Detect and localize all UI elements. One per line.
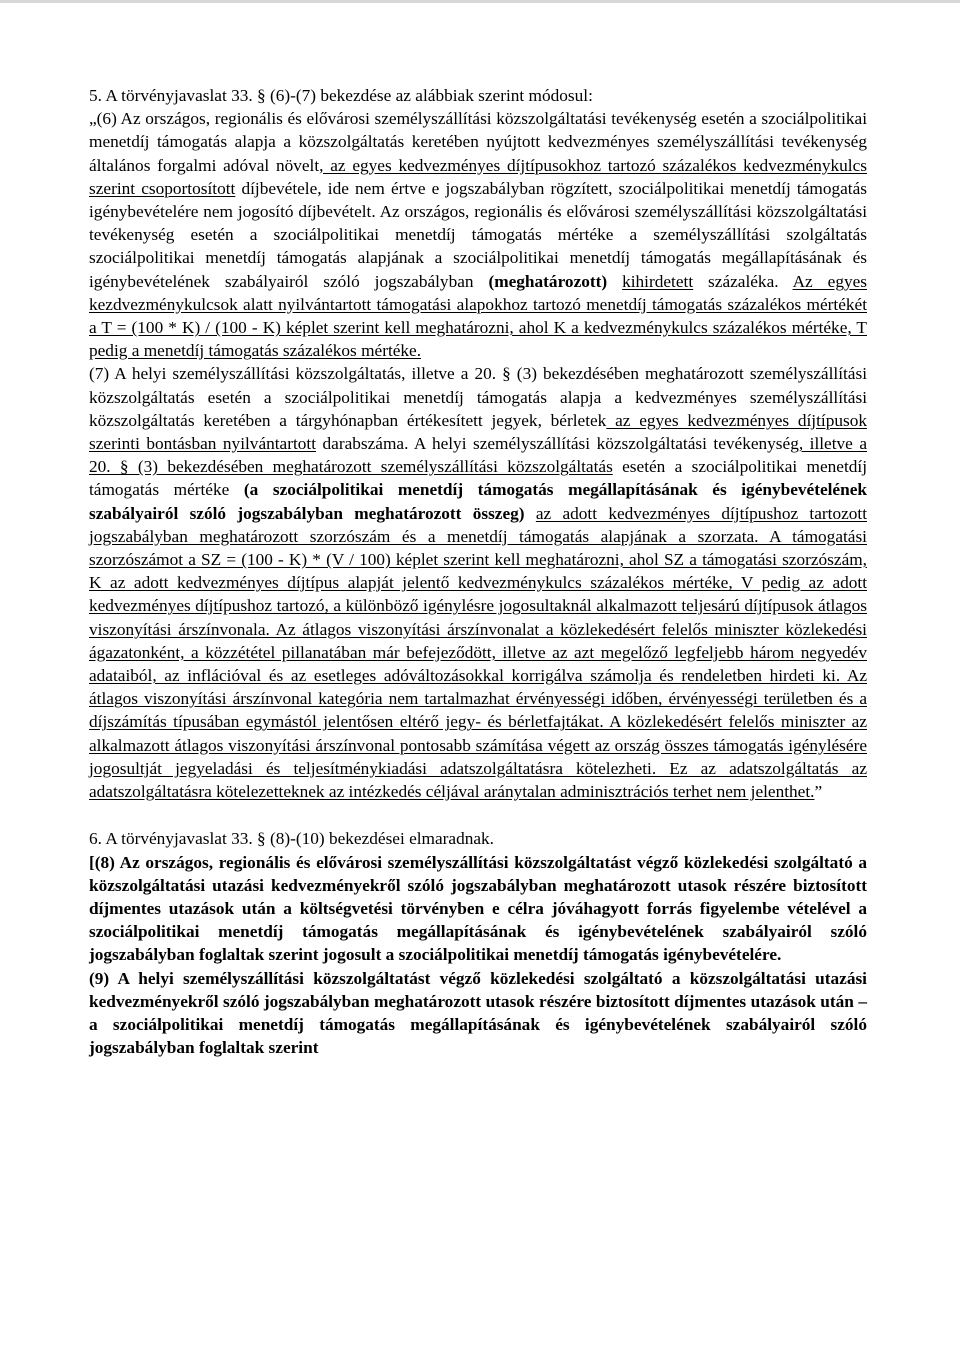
p7-inserted-text-1: az egyes kedvezményes díjtípusok szerinti bontásban nyilvántartott [89, 410, 868, 454]
p7-text-1: (7) A helyi személyszállítási közszolgáltatás, illetve a 20. § (3) bekezdésében meghatározott személyszállítási közszolgáltatás esetén a szociálpolitikai menetdíj támogatás alapja a kedvezményes személyszállítási közszolgáltatás keretében a tárgyhónapban értékesített jegyek, bérletek [89, 364, 867, 430]
p7-inserted-text-2: , illetve a 20. § (3) bekezdésében meghatározott személyszállítási közszolgáltatás [89, 434, 867, 477]
p6-inserted-text-2: kihirdetett [622, 271, 694, 291]
p6-text-3 [607, 272, 622, 291]
p7-text-3: esetén a szociálpolitikai menetdíj támogatás mértéke [89, 457, 867, 500]
paragraph-9 [89, 967, 867, 1060]
p7-inserted-text-3: az adott kedvezményes díjtípushoz tartozott jogszabályban meghatározott szorzószám és a menetdíj támogatás alapjának a szorzata. A támogatási szorzószámot a SZ = (100 - K) * (V / 100) képlet szerint kell meghatározni, ahol SZ a támogatási szorzószám, K az adott kedvezményes díjtípus alapját jelentő kedvezménykulcs százalékos mértéke, V pedig az adott kedvezményes díjtípushoz tartozó, a különböző igénylésre jogosultaknál alkalmazott teljesárú díjtípusok átlagos viszonyítási árszínvonala. Az átlagos viszonyítási árszínvonalat a közlekedésért felelős miniszter közlekedési ágazatonként, a közzététel pillanatában már befejeződött, illetve az azt megelőző legfeljebb három negyedév adataiból, az inflációval és az esetleges adóváltozásokkal korrigálva számolja és rendeletben hirdeti ki. Az átlagos viszonyítási árszínvonal kategória nem tartalmazhat érvényességi időben, érvényességi területben és a díjszámítás típusában egymástól jelentősen eltérő jegy- és bérletfajtákat. A közlekedésért felelős miniszter az alkalmazott átlagos viszonyítási árszínvonal pontosabb számítása végett az ország összes támogatás igénylésére jogosultját jegyeladási és teljesítménykiadási adatszolgáltatásra kötelezheti. Ez az adatszolgáltatás az adatszolgáltatásra kötelezetteknek az intézkedés céljával aránytalan adminisztrációs terhet nem jelenthet. [89, 503, 867, 802]
scan-top-edge [0, 0, 960, 3]
p6-text-1: „(6) Az országos, regionális és elővárosi személyszállítási közszolgáltatási tevékenység esetén a szociálpolitikai menetdíj támogatás alapja a közszolgáltatás keretében nyújtott kedvezményes személyszállítási tevékenység általános forgalmi adóval növelt [89, 109, 867, 175]
p8-deleted-text: [(8) Az országos, regionális és elővárosi személyszállítási közszolgáltatást végző közlekedési szolgáltató a közszolgáltatási utazási kedvezményekről szóló jogszabályban meghatározott utasok részére biztosított díjmentes utazások után a költségvetési törvényben e célra jóváhagyott forrás figyelembe vételével a szociálpolitikai menetdíj támogatás megállapításának és igénybevételének szabályairól szóló jogszabályban foglaltak szerint jogosult a szociálpolitikai menetdíj támogatás igénybevételére. [89, 852, 867, 965]
paragraph-8 [89, 851, 867, 967]
p6-inserted-text-3: Az egyes kezdvezménykulcsok alatt nyilvántartott támogatási alapokhoz tartozó menetdíj támogatás százalékos mértékét a T = (100 * K) / (100 - K) képlet szerint kell meghatározni, ahol K a kedvezménykulcs százalékos mértéke, T pedig a menetdíj támogatás százalékos mértéke. [89, 271, 867, 361]
section-5-heading: 5. A törvényjavaslat 33. § (6)-(7) bekezdése az alábbiak szerint módosul: [89, 86, 593, 105]
p6-text-2: díjbevétele, ide nem értve e jogszabályban rögzített, szociálpolitikai menetdíj támogatás igénybevételére nem jogosító díjbevételt. Az országos, regionális és elővárosi személyszállítási közszolgáltatási tevékenység esetén a szociálpolitikai menetdíj támogatás mértéke a személyszállítási szolgáltatás szociálpolitikai menetdíj támogatás alapjának a szociálpolitikai menetdíj támogatás megállapításának és igénybevételének szabályairól szóló jogszabályban [89, 178, 867, 291]
p7-text-2: darabszáma. A helyi személyszállítási közszolgáltatási tevékenység [316, 434, 799, 454]
p7-deleted-text-1: (a szociálpolitikai menetdíj támogatás megállapításának és igénybevételének szabályairól szóló jogszabályban meghatározott összeg) [89, 480, 867, 523]
p7-closing-quote: ” [814, 782, 823, 802]
section-gap [89, 803, 867, 827]
p6-deleted-text-1: (meghatározott) [488, 271, 608, 291]
p9-deleted-text: (9) A helyi személyszállítási közszolgáltatást végző közlekedési szolgáltató a közszolgáltatási utazási kedvezményekről szóló jogszabályban meghatározott utasok részére biztosított díjmentes utazások után – a szociálpolitikai menetdíj támogatás megállapításának és igénybevételének szabályairól szóló jogszabályban foglaltak szerint [89, 968, 867, 1058]
paragraph-7 [89, 362, 867, 803]
p6-text-4: százaléka. [693, 271, 793, 291]
p6-inserted-text-1: , az egyes kedvezményes díjtípusokhoz tartozó százalékos kedvezménykulcs szerint csoportosított [89, 155, 867, 198]
p7-text-4 [525, 504, 536, 523]
document-page [89, 84, 867, 1059]
section-6-heading: 6. A törvényjavaslat 33. § (8)-(10) bekezdései elmaradnak. [89, 829, 495, 849]
paragraph-6 [89, 107, 867, 362]
